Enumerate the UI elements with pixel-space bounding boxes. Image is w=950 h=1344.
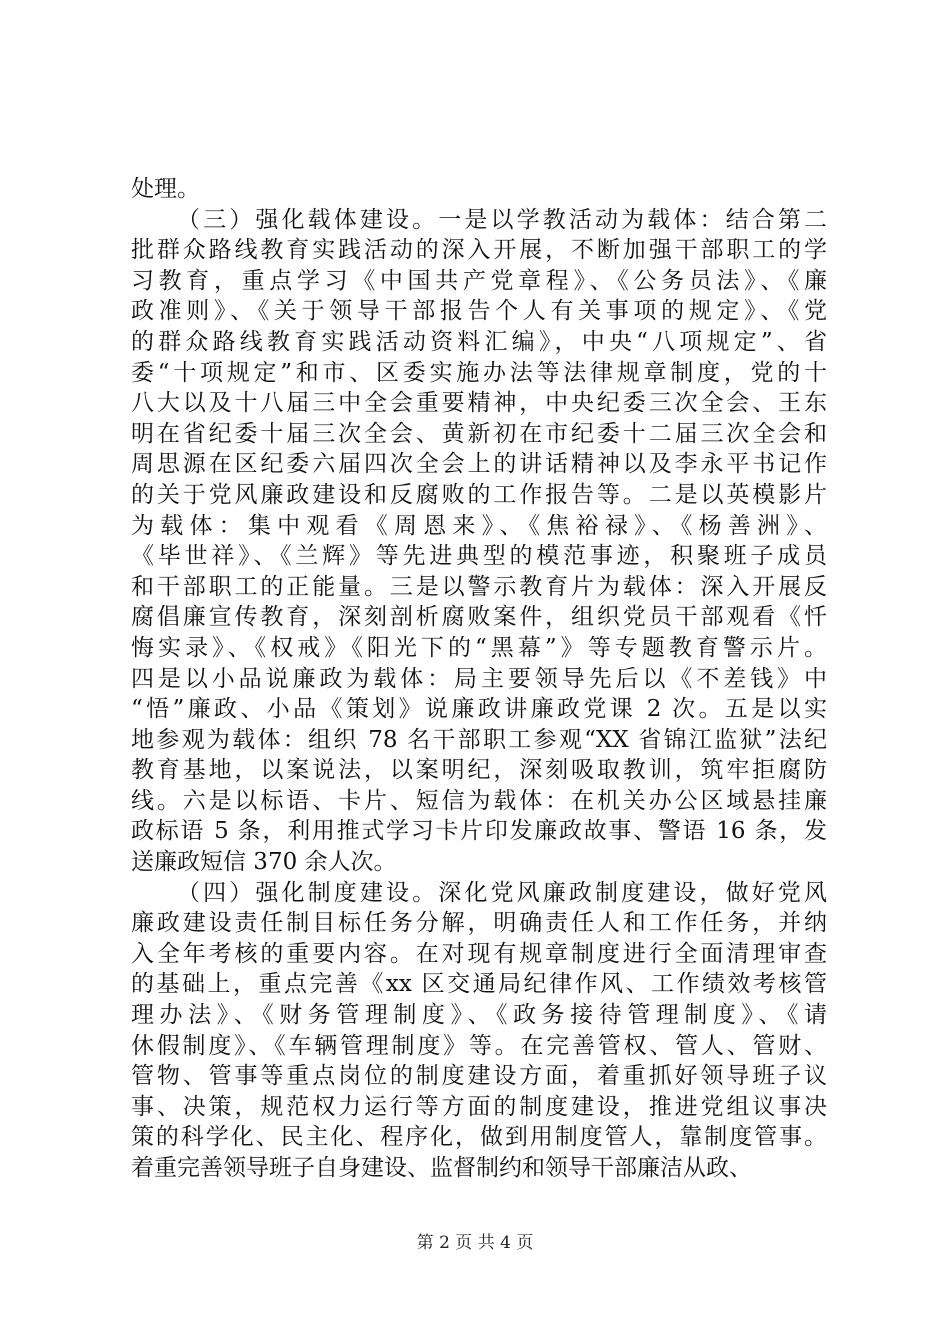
text-line: “悟”廉政、小品《策划》说廉政讲廉政党课 2 次。五是以实 — [131, 696, 827, 723]
text-line: 教育基地，以案说法，以案明纪，深刻吸取教训，筑牢拒腐防 — [131, 757, 827, 784]
text-line: 的基础上，重点完善《xx 区交通局纪律作风、工作绩效考核管 — [131, 971, 827, 998]
text-line: 四是以小品说廉政为载体：局主要领导先后以《不差钱》中 — [131, 665, 827, 692]
text-line: 廉政建设责任制目标任务分解，明确责任人和工作任务，并纳 — [131, 910, 827, 937]
text-line: 腐倡廉宣传教育，深刻剖析腐败案件，组织党员干部观看《忏 — [131, 604, 827, 631]
text-line: 休假制度》、《车辆管理制度》等。在完善管权、管人、管财、 — [131, 1032, 827, 1059]
text-line: 明在省纪委十届三次全会、黄新初在市纪委十二届三次全会和 — [131, 420, 827, 447]
text-line: （四）强化制度建设。深化党风廉政制度建设，做好党风 — [177, 879, 827, 906]
text-line: 地参观为载体：组织 78 名干部职工参观“XX 省锦江监狱”法纪 — [131, 726, 827, 753]
text-line: 的群众路线教育实践活动资料汇编》，中央“八项规定”、省 — [131, 328, 827, 355]
text-line: 着重完善领导班子自身建设、监督制约和领导干部廉洁从政、 — [131, 1155, 752, 1181]
text-line: 和干部职工的正能量。三是以警示教育片为载体：深入开展反 — [131, 573, 827, 600]
document-body — [131, 174, 827, 1184]
text-line: 习教育，重点学习《中国共产党章程》、《公务员法》、《廉 — [131, 267, 827, 294]
text-line: 管物、管事等重点岗位的制度建设方面，着重抓好领导班子议 — [131, 1063, 827, 1090]
text-line: 政标语 5 条，利用推式学习卡片印发廉政故事、警语 16 条，发 — [131, 818, 827, 845]
text-line: 理办法》、《财务管理制度》、《政务接待管理制度》、《请 — [131, 1002, 827, 1029]
text-line: 送廉政短信 370 余人次。 — [131, 849, 397, 876]
paragraph — [131, 878, 827, 1184]
text-line: 的关于党风廉政建设和反腐败的工作报告等。二是以英模影片 — [131, 481, 827, 508]
text-line: 处理。 — [131, 176, 200, 202]
text-line: 线。六是以标语、卡片、短信为载体：在机关办公区域悬挂廉 — [131, 787, 827, 814]
text-line: 周思源在区纪委六届四次全会上的讲话精神以及李永平书记作 — [131, 451, 827, 478]
text-line: 悔实录》、《权戒》《阳光下的“黑幕”》等专题教育警示片。 — [131, 634, 827, 661]
text-line: 事、决策，规范权力运行等方面的制度建设，推进党组议事决 — [131, 1093, 827, 1120]
text-line: 委“十项规定”和市、区委实施办法等法律规章制度，党的十 — [131, 359, 827, 386]
text-line: 批群众路线教育实践活动的深入开展，不断加强干部职工的学 — [131, 237, 827, 264]
page-footer: 第 2 页 共 4 页 — [416, 1233, 534, 1253]
paragraph — [131, 174, 827, 205]
text-line: 入全年考核的重要内容。在对现有规章制度进行全面清理审查 — [131, 940, 827, 967]
text-line: （三）强化载体建设。一是以学教活动为载体：结合第二 — [177, 206, 827, 233]
text-line: 为载体：集中观看《周恩来》、《焦裕禄》、《杨善洲》、 — [131, 512, 827, 539]
text-line: 《毕世祥》、《兰辉》等先进典型的模范事迹，积聚班子成员 — [131, 543, 827, 570]
paragraph — [131, 205, 827, 878]
text-line: 策的科学化、民主化、程序化，做到用制度管人，靠制度管事。 — [131, 1124, 827, 1151]
text-line: 八大以及十八届三中全会重要精神，中央纪委三次全会、王东 — [131, 390, 827, 417]
text-line: 政准则》、《关于领导干部报告个人有关事项的规定》、《党 — [131, 298, 827, 325]
